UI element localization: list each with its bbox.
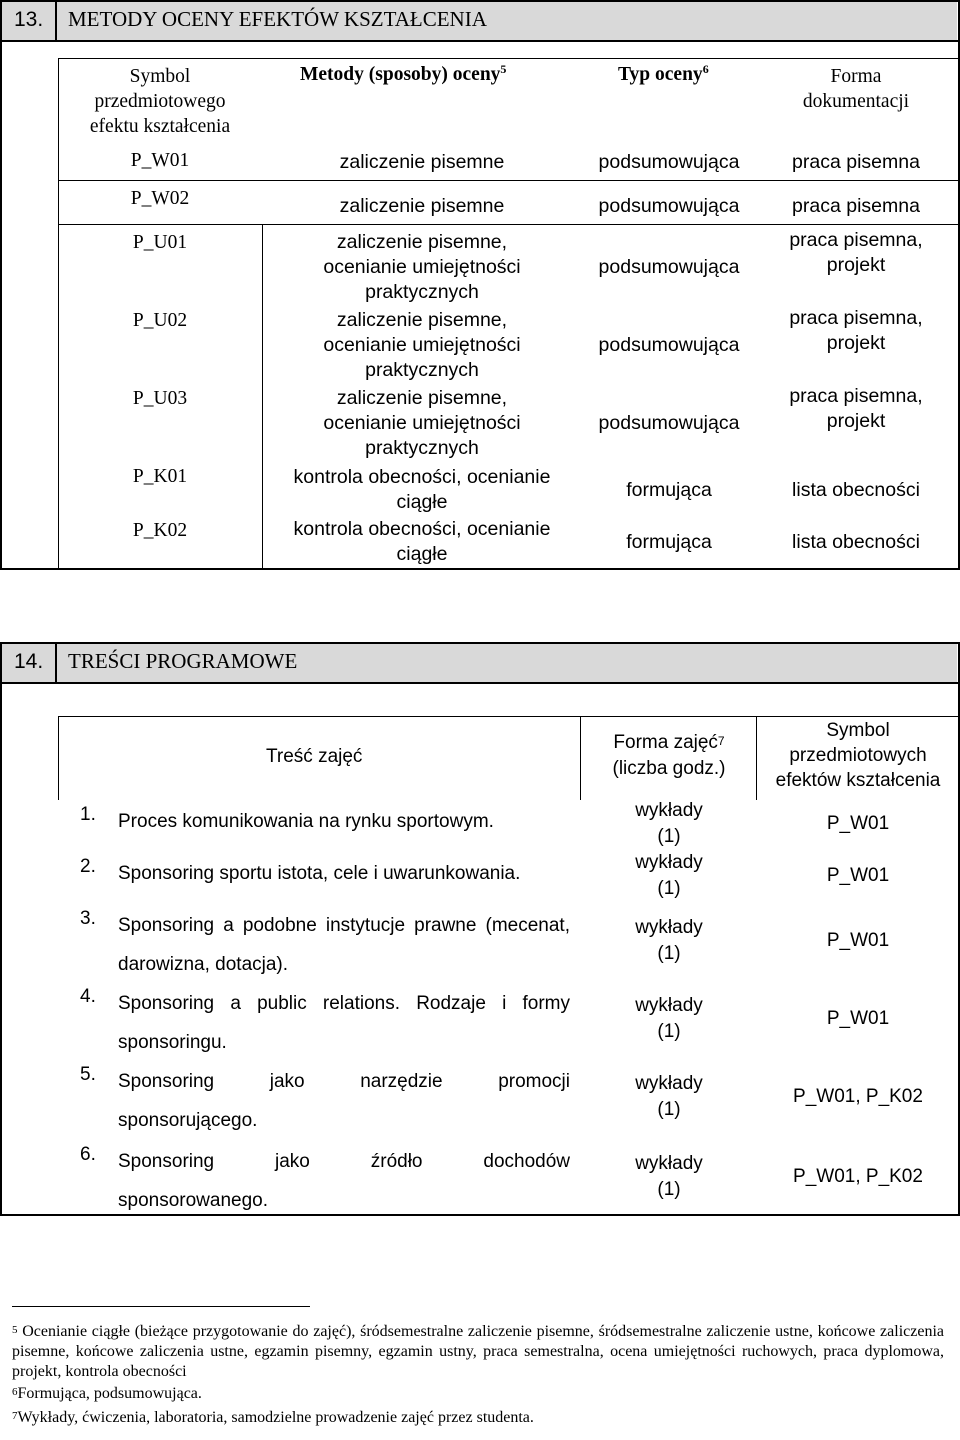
eval-row-method-line: kontrola obecności, ocenianie [293, 518, 551, 540]
content-row-number: 4. [80, 986, 96, 1007]
content-row-form-line: wykłady [635, 917, 703, 938]
content-row-form-line: (1) [657, 943, 681, 964]
content-row-number: 6. [80, 1144, 96, 1165]
eval-row-symbol: P_K01 [132, 466, 188, 487]
content-row-line: Proces komunikowania na rynku sportowym. [118, 811, 494, 832]
eval-row-method [264, 516, 580, 568]
eval-row-method-line: kontrola obecności, ocenianie [293, 466, 551, 488]
eval-row-doc-line: praca pisemna [792, 150, 920, 173]
eval-row-doc [756, 370, 956, 448]
content-row-text [118, 802, 570, 841]
content-row-text [118, 906, 570, 984]
eval-row-method-line: zaliczenie pisemne, [336, 308, 508, 331]
content-row-line: sponsorującego. [118, 1110, 258, 1131]
content-row-form-line: wykłady [635, 1153, 703, 1174]
content-row-form [582, 902, 756, 980]
content-row-line: Sponsoring jako narzędzie promocji [118, 1071, 570, 1092]
eval-header-methods: Metody (sposoby) oceny$^5$ [300, 62, 507, 85]
eval-row-method-line: zaliczenie pisemne [339, 150, 505, 173]
content-row-form-line: (1) [657, 826, 681, 847]
eval-row-method [264, 192, 580, 220]
eval-row-method-line: praktycznych [365, 436, 479, 459]
eval-row-doc [756, 292, 956, 370]
content-row-form [582, 980, 756, 1058]
content-row-line: Sponsoring a podobne instytucje prawne (mecenat, [118, 915, 570, 936]
eval-row-doc-line: projekt [826, 410, 886, 432]
eval-row-doc-line: lista obecności [792, 530, 920, 553]
eval-row-symbol: P_W01 [130, 150, 190, 171]
eval-row-method-line: praktycznych [365, 358, 479, 381]
eval-row-type: podsumowująca [598, 150, 740, 173]
content-row-symbol: P_W01 [826, 1008, 890, 1029]
eval-row-symbol: P_U01 [132, 232, 188, 253]
eval-row-doc-line: lista obecności [792, 478, 920, 501]
content-row-text [118, 1062, 570, 1140]
content-row-form-line: (1) [657, 1179, 681, 1200]
content-row-text [118, 1142, 570, 1220]
eval-row-method [264, 384, 580, 462]
section-13-number: 13. [14, 8, 44, 31]
eval-row-method-line: ciągłe [396, 491, 448, 513]
eval-row-symbol: P_U02 [132, 310, 188, 331]
eval-row-type: podsumowująca [598, 333, 740, 356]
eval-row-type: podsumowująca [598, 194, 740, 217]
content-row-line: darowizna, dotacja). [118, 954, 289, 975]
content-row-form-line: (1) [657, 878, 681, 899]
eval-row-method [264, 464, 580, 516]
eval-row-doc-line: projekt [826, 332, 886, 354]
eval-row-method-line: praktycznych [365, 280, 479, 303]
eval-row-method-line: zaliczenie pisemne, [336, 230, 508, 253]
eval-row-method-line: ciągłe [396, 543, 448, 565]
eval-row-symbol: P_W02 [130, 188, 190, 209]
content-row-text [118, 984, 570, 1062]
eval-row-doc-line: praca pisemna, [789, 229, 923, 251]
eval-row-method-line: ocenianie umiejętności [323, 333, 521, 356]
content-row-symbol: P_W01 [826, 930, 890, 951]
eval-row-type: podsumowująca [598, 411, 740, 434]
content-row-form [582, 1058, 756, 1136]
eval-header-doc: Forma dokumentacji [802, 66, 910, 112]
eval-row-doc [756, 214, 956, 292]
content-row-form [582, 850, 756, 902]
eval-row-doc-line: praca pisemna, [789, 385, 923, 407]
eval-row-doc-line: praca pisemna [792, 194, 920, 217]
content-row-symbol: P_W01, P_K02 [793, 1166, 923, 1187]
eval-row-type: formująca [626, 478, 712, 501]
content-row-form-line: (1) [657, 1021, 681, 1042]
eval-row-method-line: zaliczenie pisemne [339, 194, 505, 217]
eval-row-method-line: ocenianie umiejętności [323, 411, 521, 434]
content-row-text [118, 854, 570, 893]
eval-row-symbol: P_U03 [132, 388, 188, 409]
footnote-6: $^6$Formująca, podsumowująca. [12, 1385, 202, 1402]
eval-row-method [264, 148, 580, 176]
eval-row-method-line: ocenianie umiejętności [323, 255, 521, 278]
content-row-form-line: wykłady [635, 995, 703, 1016]
eval-row-symbol: P_K02 [132, 520, 188, 541]
content-row-number: 3. [80, 908, 96, 929]
eval-row-doc-line: projekt [826, 254, 886, 276]
eval-row-type: podsumowująca [598, 255, 740, 278]
content-row-number: 5. [80, 1064, 96, 1085]
form-header: Forma zajęć$^7$ (liczba godz.) [612, 732, 726, 779]
content-row-form-line: wykłady [635, 852, 703, 873]
content-row-form-line: (1) [657, 1099, 681, 1120]
content-row-number: 2. [80, 856, 96, 877]
content-row-line: sponsoringu. [118, 1032, 227, 1053]
eval-row-method-line: zaliczenie pisemne, [336, 386, 508, 409]
content-row-symbol: P_W01 [826, 865, 890, 886]
eval-header-type: Typ oceny$^6$ [618, 62, 709, 85]
content-row-symbol: P_W01 [826, 813, 890, 834]
section-14-title: TREŚCI PROGRAMOWE [68, 649, 298, 673]
eval-row-method [264, 306, 580, 384]
content-row-line: Sponsoring sportu istota, cele i uwarunkowania. [118, 863, 521, 884]
content-row-line: Sponsoring jako źródło dochodów [118, 1151, 570, 1172]
eval-row-doc-line: praca pisemna, [789, 307, 923, 329]
content-row-symbol: P_W01, P_K02 [793, 1086, 923, 1107]
footnote-7: $^7$Wykłady, ćwiczenia, laboratoria, samodzielne prowadzenie zajęć przez studenta. [12, 1409, 534, 1426]
footnote-separator [12, 1306, 310, 1307]
content-row-form-line: wykłady [635, 1073, 703, 1094]
content-row-line: Sponsoring a public relations. Rodzaje i formy [118, 993, 570, 1014]
eval-row-doc [756, 464, 956, 516]
eval-row-method [264, 228, 580, 306]
content-row-form-line: wykłady [635, 800, 703, 821]
content-row-line: sponsorowanego. [118, 1190, 268, 1211]
eval-row-doc [756, 148, 956, 176]
footnote-5: $^5$ Ocenianie ciągłe (bieżące przygotowanie do zajęć), śródsemestralne zaliczenie pisemne, śródsemestralne zaliczenie ustne, końcowe zaliczenia pisemne, końcowe zaliczenia ustne, egzamin pisemny, egzamin ustny, praca semestralna, ocena umiejętności ruchowych, praca dyplomowa, projekt, kontrola obecności [12, 1323, 944, 1380]
content-row-number: 1. [80, 804, 96, 825]
content-row-form [582, 798, 756, 850]
content-header: Treść zajęć [266, 746, 363, 767]
content-row-form [582, 1138, 756, 1216]
eval-row-doc [756, 516, 956, 568]
section-14-number: 14. [14, 650, 44, 673]
eval-row-type: formująca [626, 530, 712, 553]
eval-header-symbol: Symbol przedmiotowego efektu kształcenia [89, 66, 231, 137]
section-13-title: METODY OCENY EFEKTÓW KSZTAŁCENIA [68, 7, 487, 31]
symbol-header: Symbol przedmiotowych efektów kształcenia [775, 720, 941, 791]
